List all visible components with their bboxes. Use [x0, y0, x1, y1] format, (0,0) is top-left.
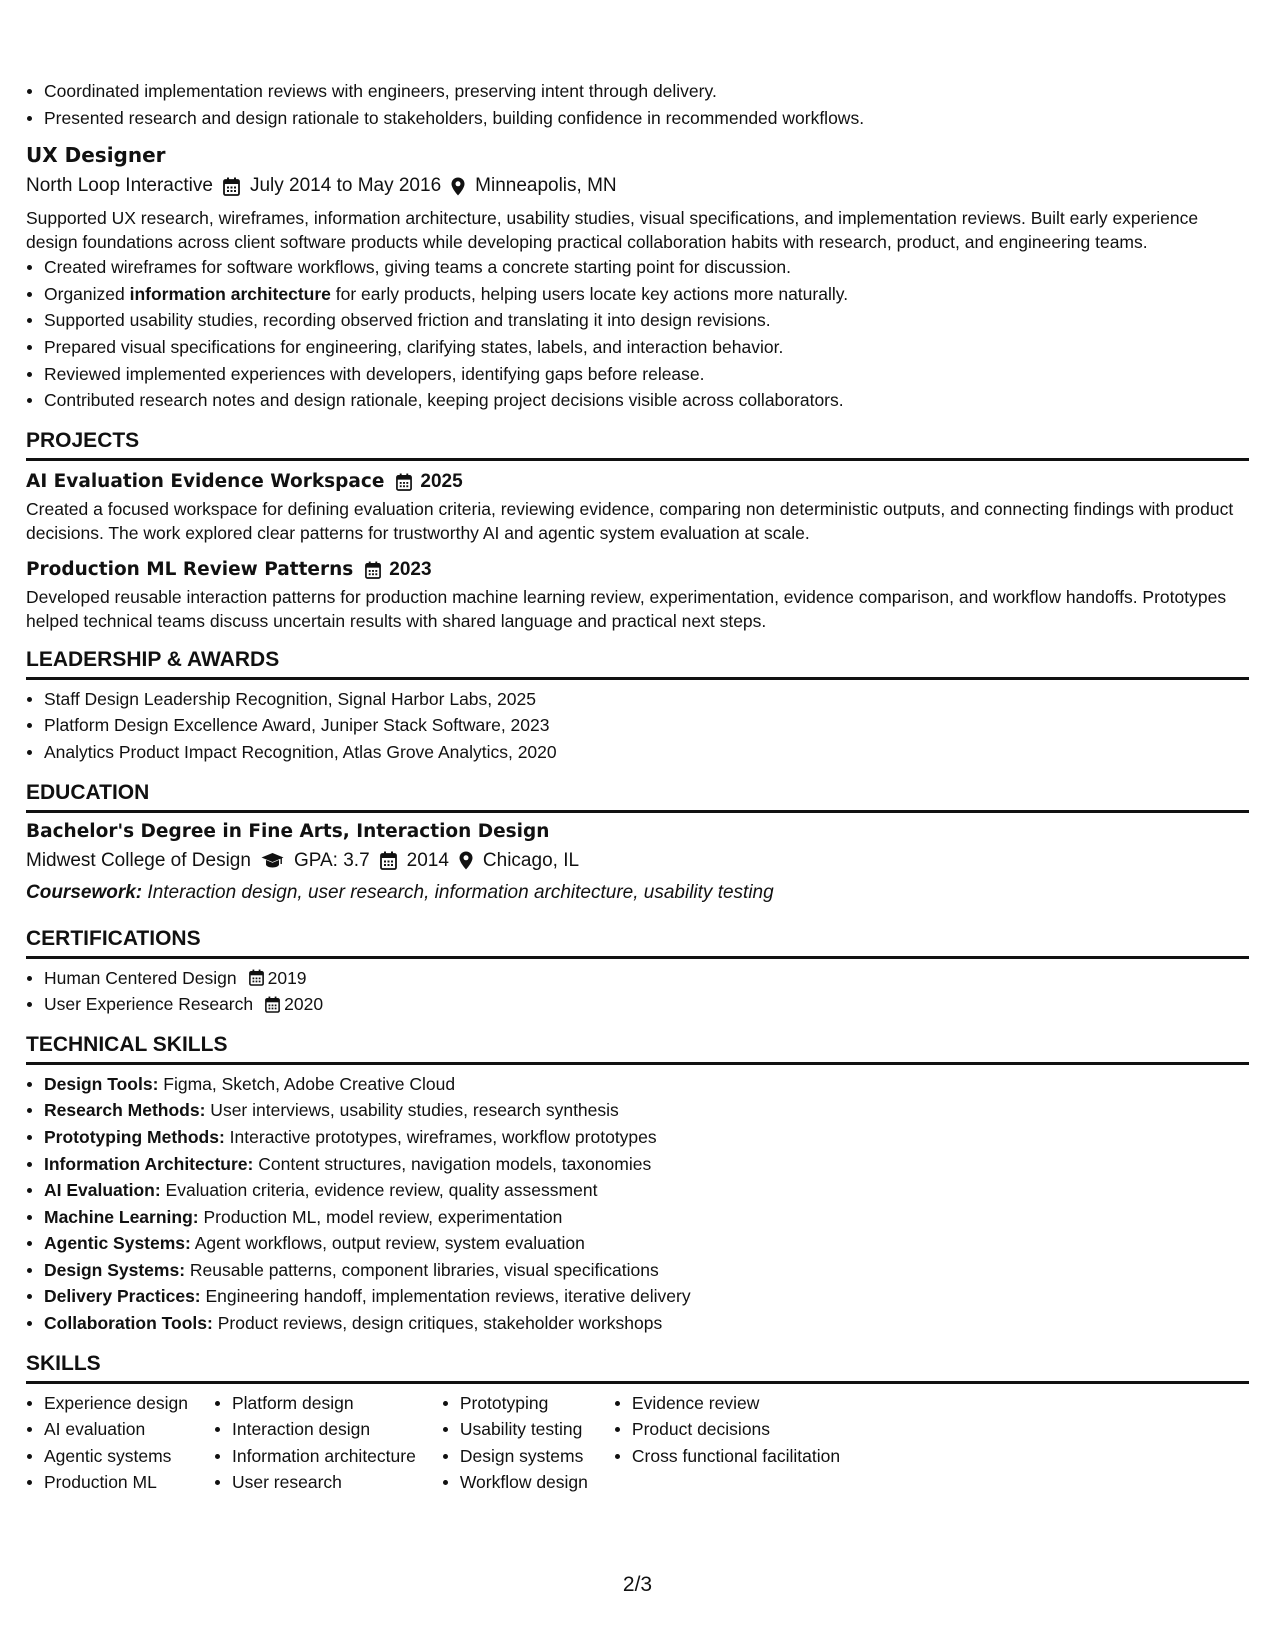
list-item: [44, 1257, 1249, 1284]
skill-category: Design Tools:: [44, 1073, 159, 1094]
skill-values: Evaluation criteria, evidence review, quality assessment: [160, 1180, 598, 1201]
list-item: Product decisions: [632, 1416, 840, 1443]
technical-skills-list: [26, 1071, 1249, 1337]
skills-column-2: [214, 1390, 416, 1496]
list-item: [44, 281, 1249, 308]
list-item: [44, 1071, 1249, 1098]
prior-job-bullets: [26, 78, 1249, 131]
certification-name: Human Centered Design: [44, 967, 237, 988]
skill-values: Engineering handoff, implementation reviews, iterative delivery: [200, 1286, 691, 1307]
skills-column-3: [442, 1390, 588, 1496]
skill-category: Collaboration Tools:: [44, 1313, 213, 1334]
education-heading: EDUCATION: [26, 780, 1249, 813]
skill-category: Machine Learning:: [44, 1206, 199, 1227]
certification-year: 2019: [267, 967, 307, 988]
graduation-cap-icon: [261, 852, 284, 869]
list-item: Platform Design Excellence Award, Juniper Stack Software, 2023: [44, 712, 1249, 739]
skills-heading: SKILLS: [26, 1351, 1249, 1384]
skill-category: Delivery Practices:: [44, 1286, 201, 1307]
project-description: Developed reusable interaction patterns for production machine learning review, experimentation, evidence comparison, and workflow handoffs. Prototypes helped technical teams discuss uncertain results with shared language and practical next steps.: [26, 586, 1227, 631]
list-item: Design systems: [460, 1443, 588, 1470]
skill-values: Interactive prototypes, wireframes, workflow prototypes: [224, 1126, 657, 1147]
list-item: Interaction design: [232, 1416, 416, 1443]
skill-category: Agentic Systems:: [44, 1233, 191, 1254]
school-location: Chicago, IL: [482, 849, 580, 871]
calendar-icon: [380, 851, 397, 870]
list-item-text: Organized: [44, 283, 130, 304]
list-item: Platform design: [232, 1390, 416, 1417]
certification-name: User Experience Research: [44, 994, 254, 1015]
list-item: Workflow design: [460, 1469, 588, 1496]
list-item-text: for early products, helping users locate key actions more naturally.: [330, 283, 849, 304]
list-item: Supported usability studies, recording observed friction and translating it into design revisions.: [44, 307, 1249, 334]
skill-category: AI Evaluation:: [44, 1180, 161, 1201]
list-item: Reviewed implemented experiences with developers, identifying gaps before release.: [44, 361, 1249, 388]
job-meta: [26, 173, 1249, 199]
list-item: [44, 1310, 1249, 1337]
skill-values: Production ML, model review, experimentation: [198, 1206, 563, 1227]
education-meta: [26, 848, 1249, 874]
skill-values: Content structures, navigation models, taxonomies: [253, 1153, 652, 1174]
certification-year: 2020: [284, 994, 324, 1015]
graduation-year: 2014: [406, 849, 449, 871]
list-item: Coordinated implementation reviews with engineers, preserving intent through delivery.: [44, 78, 1249, 105]
job-bullets: [26, 254, 1249, 414]
list-item: Usability testing: [460, 1416, 588, 1443]
skill-category: Prototyping Methods:: [44, 1126, 225, 1147]
coursework-label: Coursework:: [26, 881, 143, 903]
skill-values: Product reviews, design critiques, stakeholder workshops: [212, 1313, 663, 1334]
gpa: GPA: 3.7: [293, 849, 370, 871]
map-pin-icon: [451, 177, 465, 196]
list-item: Cross functional facilitation: [632, 1443, 840, 1470]
calendar-icon: [265, 996, 280, 1013]
list-item: [44, 991, 1249, 1018]
technical-skills-heading: TECHNICAL SKILLS: [26, 1032, 1249, 1065]
list-item: [44, 965, 1249, 992]
list-item: [44, 1124, 1249, 1151]
list-item: Experience design: [44, 1390, 188, 1417]
project-title-row: [26, 557, 1249, 583]
job-summary: Supported UX research, wireframes, information architecture, usability studies, visual specifications, and implementation reviews. Built early experience design foundations across client software products while developing practical collaboration habits with research, product, and engineering teams.: [26, 208, 1199, 253]
job-company: North Loop Interactive: [26, 175, 213, 197]
list-item: Prepared visual specifications for engineering, clarifying states, labels, and interaction behavior.: [44, 334, 1249, 361]
list-item: User research: [232, 1469, 416, 1496]
skill-values: User interviews, usability studies, research synthesis: [205, 1100, 619, 1121]
list-item: [44, 1204, 1249, 1231]
project-year: 2025: [420, 470, 463, 492]
calendar-icon: [249, 969, 264, 986]
job-location: Minneapolis, MN: [475, 175, 617, 197]
skill-category: Research Methods:: [44, 1100, 206, 1121]
list-item: Evidence review: [632, 1390, 840, 1417]
list-item-bold: information architecture: [129, 283, 331, 304]
calendar-icon: [396, 473, 412, 491]
skill-values: Figma, Sketch, Adobe Creative Cloud: [158, 1073, 456, 1094]
job-dates: July 2014 to May 2016: [249, 175, 442, 197]
skills-columns: [26, 1390, 1249, 1496]
project-year: 2023: [389, 558, 432, 580]
project-description: Created a focused workspace for defining evaluation criteria, reviewing evidence, comparing non deterministic outputs, and connecting findings with product decisions. The work explored clear patterns for trustworthy AI and agentic system evaluation at scale.: [26, 498, 1234, 543]
skills-column-4: [614, 1390, 840, 1496]
list-item: [44, 1283, 1249, 1310]
list-item: Prototyping: [460, 1390, 588, 1417]
resume-page: [26, 78, 1249, 1496]
leadership-heading: LEADERSHIP & AWARDS: [26, 647, 1249, 680]
skill-category: Design Systems:: [44, 1259, 186, 1280]
project-title: Production ML Review Patterns: [26, 558, 354, 580]
list-item: Contributed research notes and design rationale, keeping project decisions visible across collaborators.: [44, 387, 1249, 414]
list-item: Presented research and design rationale to stakeholders, building confidence in recommended workflows.: [44, 105, 1249, 132]
list-item: [44, 1230, 1249, 1257]
list-item: Information architecture: [232, 1443, 416, 1470]
project-title-row: [26, 469, 1249, 495]
coursework: [26, 880, 1249, 906]
projects-heading: PROJECTS: [26, 428, 1249, 461]
list-item: AI evaluation: [44, 1416, 188, 1443]
certifications-list: [26, 965, 1249, 1018]
skill-category: Information Architecture:: [44, 1153, 254, 1174]
leadership-list: [26, 686, 1249, 766]
certifications-heading: CERTIFICATIONS: [26, 926, 1249, 959]
list-item: [44, 1097, 1249, 1124]
list-item: [44, 1151, 1249, 1178]
page-number: 2/3: [622, 1573, 653, 1596]
coursework-text: Interaction design, user research, information architecture, usability testing: [142, 881, 774, 903]
calendar-icon: [365, 561, 381, 579]
degree-title: Bachelor's Degree in Fine Arts, Interaction Design: [26, 820, 550, 842]
list-item: Analytics Product Impact Recognition, Atlas Grove Analytics, 2020: [44, 739, 1249, 766]
list-item: Staff Design Leadership Recognition, Signal Harbor Labs, 2025: [44, 686, 1249, 713]
skill-values: Reusable patterns, component libraries, visual specifications: [185, 1259, 659, 1280]
skill-values: Agent workflows, output review, system evaluation: [190, 1233, 585, 1254]
list-item: [44, 1177, 1249, 1204]
project-title: AI Evaluation Evidence Workspace: [26, 470, 385, 492]
job-title: UX Designer: [26, 143, 166, 168]
list-item: Agentic systems: [44, 1443, 188, 1470]
map-pin-icon: [459, 851, 473, 870]
list-item: Created wireframes for software workflows, giving teams a concrete starting point for discussion.: [44, 254, 1249, 281]
list-item: Production ML: [44, 1469, 188, 1496]
skills-column-1: [26, 1390, 188, 1496]
calendar-icon: [223, 177, 240, 196]
school-name: Midwest College of Design: [26, 849, 251, 871]
